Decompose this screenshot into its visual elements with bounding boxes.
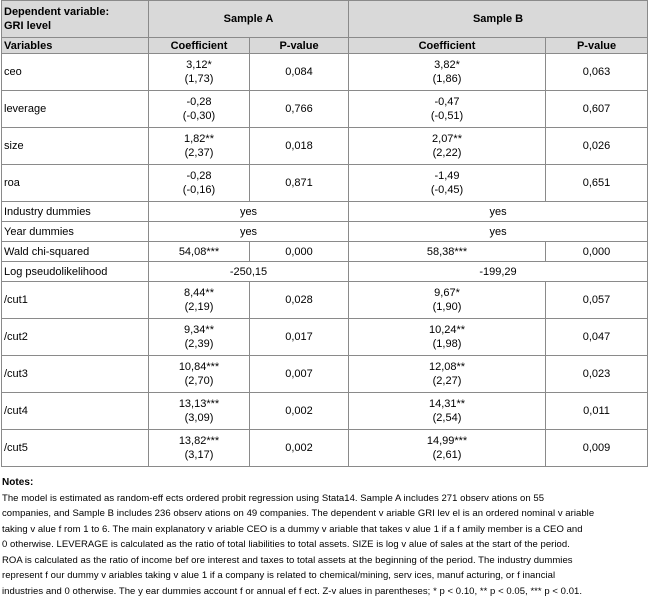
row-label: /cut3 (2, 356, 149, 393)
coef-cell-b (349, 356, 546, 393)
row-label: Wald chi-squared (2, 242, 149, 262)
z-value: (1,73) (151, 72, 247, 86)
coef-value: 14,99*** (351, 434, 543, 448)
coef-cell-a (149, 54, 250, 91)
notes-line: represent f our dummy v ariables taking v alue 1 if a company is related to chemical/mining, serv ices, manuf acturing, or f inancial (2, 568, 646, 584)
coef-cell-a (149, 165, 250, 202)
coef-value: 2,07** (351, 132, 543, 146)
z-value: (-0,51) (351, 109, 543, 123)
row-label: roa (2, 165, 149, 202)
pvalue-header-b: P-value (546, 38, 648, 54)
notes-line: taking v alue f rom 1 to 6. The main explanatory v ariable CEO is a dummy v ariable that takes v alue 1 if a f amily member is a CEO and (2, 522, 646, 538)
coef-cell-b (349, 282, 546, 319)
table-row (2, 319, 648, 356)
coef-value: 10,24** (351, 323, 543, 337)
pvalue-cell-a: 0,002 (250, 430, 349, 467)
pvalue-cell-b: 0,026 (546, 128, 648, 165)
pvalue-cell-b: 0,057 (546, 282, 648, 319)
coef-value: 1,82** (151, 132, 247, 146)
row-label: leverage (2, 91, 149, 128)
table-notes (1, 467, 647, 599)
variables-header: Variables (2, 38, 149, 54)
table-row (2, 356, 648, 393)
industry-dummies-row (2, 202, 648, 222)
pvalue-cell-a: 0,007 (250, 356, 349, 393)
z-value: (1,90) (351, 300, 543, 314)
dep-var-line2: GRI level (4, 20, 51, 32)
loglik-row (2, 262, 648, 282)
pvalue-cell-a: 0,084 (250, 54, 349, 91)
notes-line: The model is estimated as random-eff ects ordered probit regression using Stata14. Sample A includes 271 observ ations on 55 (2, 491, 646, 507)
coef-cell-a (149, 128, 250, 165)
table-header-row-samples (2, 1, 648, 38)
z-value: (2,54) (351, 411, 543, 425)
row-label: Log pseudolikelihood (2, 262, 149, 282)
table-row (2, 430, 648, 467)
coefficient-header-a: Coefficient (149, 38, 250, 54)
sample-b-header: Sample B (349, 1, 648, 38)
pvalue-cell-b: 0,047 (546, 319, 648, 356)
z-value: (2,70) (151, 374, 247, 388)
pvalue-cell-b: 0,023 (546, 356, 648, 393)
coef-cell-a (149, 91, 250, 128)
wald-b-pvalue: 0,000 (546, 242, 648, 262)
dependent-variable-label (2, 1, 149, 38)
z-value: (1,98) (351, 337, 543, 351)
coef-cell-a (149, 393, 250, 430)
row-label: size (2, 128, 149, 165)
notes-line: industries and 0 otherwise. The y ear dummies account f or annual ef f ect. Z-v alues in parentheses; * p < 0.10, ** p < 0.05, *** p < 0.01. (2, 584, 646, 599)
row-label: /cut2 (2, 319, 149, 356)
coef-value: 12,08** (351, 360, 543, 374)
coef-value: 8,44** (151, 286, 247, 300)
z-value: (3,17) (151, 448, 247, 462)
pvalue-header-a: P-value (250, 38, 349, 54)
row-label: /cut1 (2, 282, 149, 319)
z-value: (-0,30) (151, 109, 247, 123)
wald-row (2, 242, 648, 262)
row-label: Year dummies (2, 222, 149, 242)
wald-b-coef: 58,38*** (349, 242, 546, 262)
coef-cell-b (349, 393, 546, 430)
row-label: /cut5 (2, 430, 149, 467)
table-row (2, 393, 648, 430)
pvalue-cell-b: 0,009 (546, 430, 648, 467)
row-label: /cut4 (2, 393, 149, 430)
table-row (2, 128, 648, 165)
dep-var-line1: Dependent variable: (4, 6, 109, 18)
industry-a-value: yes (149, 202, 349, 222)
coef-value: 14,31** (351, 397, 543, 411)
pvalue-cell-a: 0,028 (250, 282, 349, 319)
z-value: (2,39) (151, 337, 247, 351)
coef-value: 9,34** (151, 323, 247, 337)
coef-value: -0,28 (151, 95, 247, 109)
z-value: (-0,45) (351, 183, 543, 197)
table-row (2, 54, 648, 91)
coef-cell-b (349, 165, 546, 202)
loglik-a-value: -250,15 (149, 262, 349, 282)
coef-cell-b (349, 430, 546, 467)
wald-a-pvalue: 0,000 (250, 242, 349, 262)
coef-cell-b (349, 319, 546, 356)
table-header-row-columns (2, 38, 648, 54)
notes-title: Notes: (2, 475, 646, 491)
coef-value: 13,82*** (151, 434, 247, 448)
coef-cell-a (149, 319, 250, 356)
year-dummies-row (2, 222, 648, 242)
coef-cell-a (149, 282, 250, 319)
industry-b-value: yes (349, 202, 648, 222)
z-value: (1,86) (351, 72, 543, 86)
coef-cell-a (149, 430, 250, 467)
regression-results-table (1, 0, 648, 467)
z-value: (-0,16) (151, 183, 247, 197)
pvalue-cell-b: 0,011 (546, 393, 648, 430)
z-value: (2,37) (151, 146, 247, 160)
pvalue-cell-a: 0,017 (250, 319, 349, 356)
z-value: (3,09) (151, 411, 247, 425)
pvalue-cell-a: 0,018 (250, 128, 349, 165)
z-value: (2,19) (151, 300, 247, 314)
pvalue-cell-a: 0,002 (250, 393, 349, 430)
loglik-b-value: -199,29 (349, 262, 648, 282)
table-row (2, 282, 648, 319)
coef-value: -1,49 (351, 169, 543, 183)
year-a-value: yes (149, 222, 349, 242)
sample-a-header: Sample A (149, 1, 349, 38)
results-table-container (1, 0, 647, 599)
coefficient-header-b: Coefficient (349, 38, 546, 54)
pvalue-cell-a: 0,766 (250, 91, 349, 128)
coef-value: 3,82* (351, 58, 543, 72)
coef-value: -0,28 (151, 169, 247, 183)
coef-value: -0,47 (351, 95, 543, 109)
row-label: Industry dummies (2, 202, 149, 222)
year-b-value: yes (349, 222, 648, 242)
pvalue-cell-a: 0,871 (250, 165, 349, 202)
notes-line: ROA is calculated as the ratio of income bef ore interest and taxes to total assets at the beginning of the period. The industry dummies (2, 553, 646, 569)
coef-cell-b (349, 128, 546, 165)
pvalue-cell-b: 0,063 (546, 54, 648, 91)
coef-value: 10,84*** (151, 360, 247, 374)
coef-value: 9,67* (351, 286, 543, 300)
z-value: (2,61) (351, 448, 543, 462)
coef-cell-a (149, 356, 250, 393)
coef-cell-b (349, 54, 546, 91)
coef-cell-b (349, 91, 546, 128)
pvalue-cell-b: 0,607 (546, 91, 648, 128)
notes-line: companies, and Sample B includes 236 observ ations on 49 companies. The dependent v ariable GRI lev el is an ordered nominal v ariable (2, 506, 646, 522)
notes-line: 0 otherwise. LEVERAGE is calculated as the ratio of total liabilities to total assets. SIZE is log v alue of sales at the start of the period. (2, 537, 646, 553)
z-value: (2,22) (351, 146, 543, 160)
wald-a-coef: 54,08*** (149, 242, 250, 262)
table-row (2, 165, 648, 202)
coef-value: 3,12* (151, 58, 247, 72)
pvalue-cell-b: 0,651 (546, 165, 648, 202)
z-value: (2,27) (351, 374, 543, 388)
row-label: ceo (2, 54, 149, 91)
coef-value: 13,13*** (151, 397, 247, 411)
table-row (2, 91, 648, 128)
